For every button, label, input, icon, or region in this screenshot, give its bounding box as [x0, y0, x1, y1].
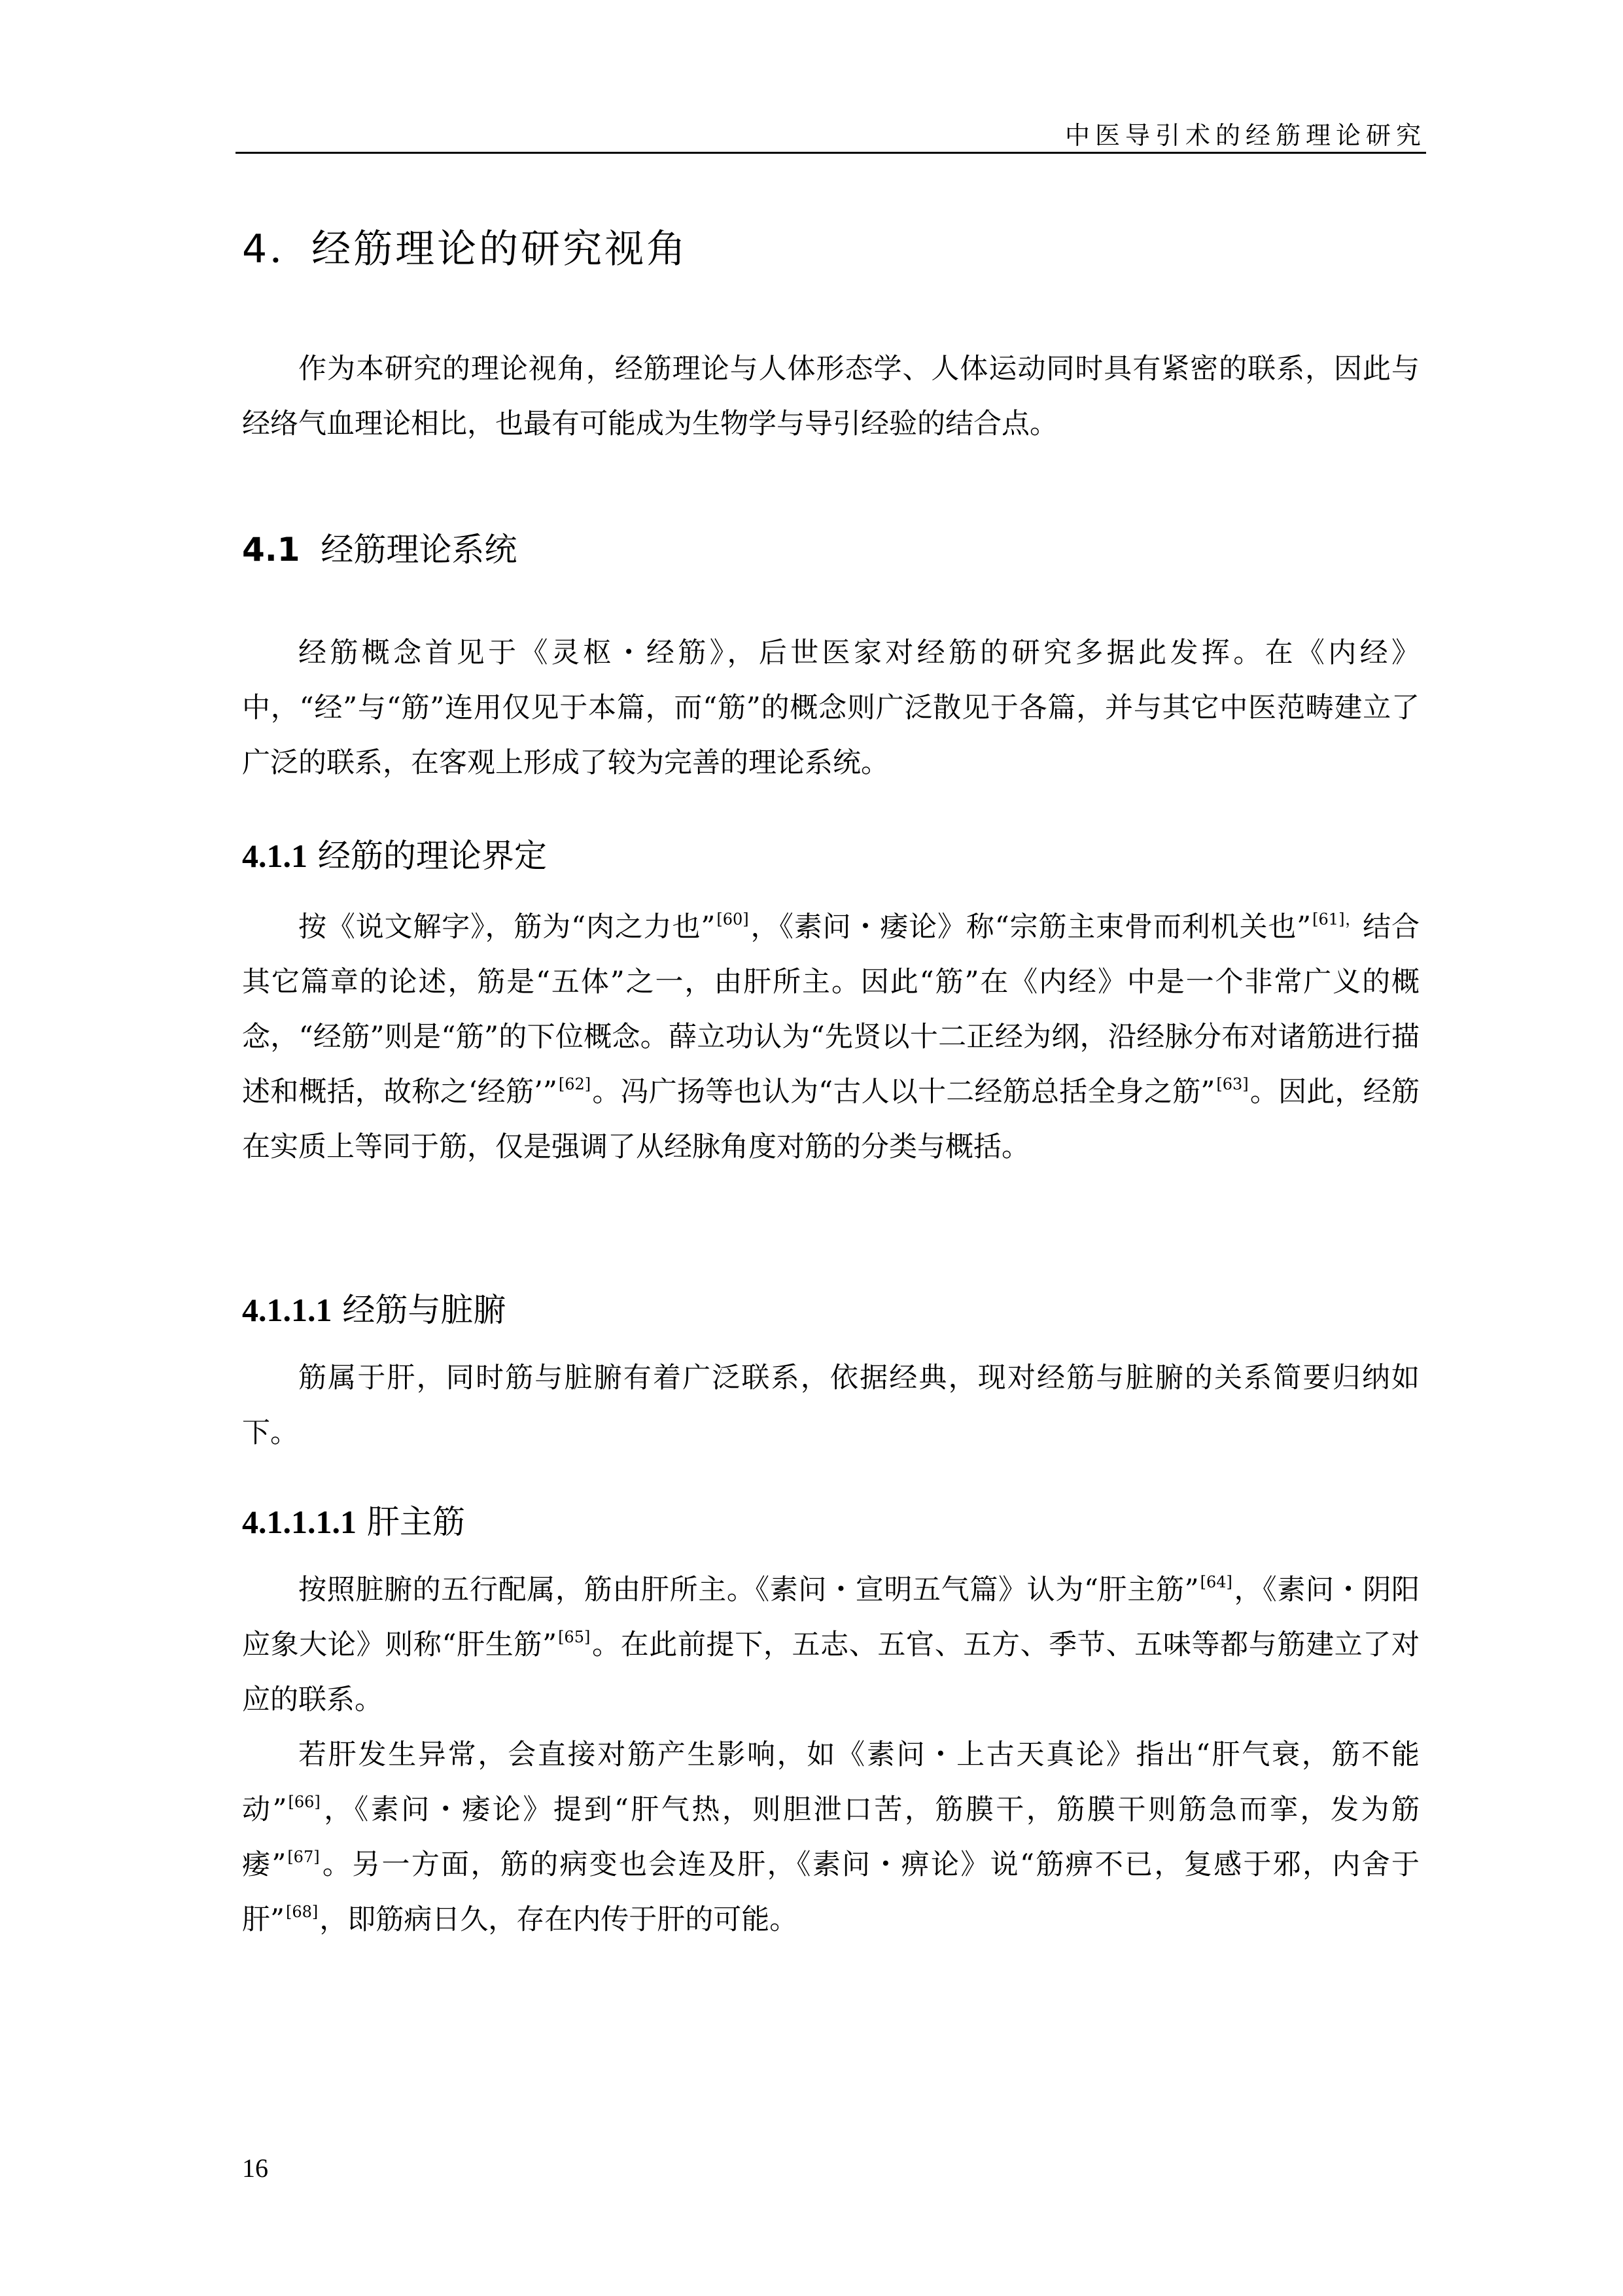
citation-ref: [65]: [558, 1628, 591, 1646]
paragraph-text: 经筋概念首见于《灵枢・经筋》，后世医家对经筋的研究多据此发挥。在《内经》中，“经”与“筋”连用仅见于本篇，而“筋”的概念则广泛散见于各篇，并与其它中医范畴建立了广泛的联系，在客观上形成了较为完善的理论系统。: [242, 637, 1420, 779]
text-run: 若肝发生异常，会直接对筋产生影响，如《素问・上古天真论》指出“肝气衰，筋不能动”: [242, 1739, 1420, 1826]
citation-ref: [64]: [1200, 1573, 1232, 1591]
text-run: 。另一方面，筋的病变也会连及肝，《素问・痹论》说“筋痹不已，复感于邪，内舍于肝”: [242, 1848, 1420, 1936]
intro-text: 作为本研究的理论视角，经筋理论与人体形态学、人体运动同时具有紧密的联系，因此与经络气血理论相比，也最有可能成为生物学与导引经验的结合点。: [242, 353, 1420, 440]
text-run: 结合其它篇章的论述，筋是“五体”之一，由肝所主。因此“筋”在《内经》中是一个非常广义的概念，“经筋”则是“筋”的下位概念。薛立功认为“先贤以十二正经为纲，沿经脉分布对诸筋进行描述和概括，故称之‘经筋’”: [242, 911, 1420, 1108]
heading-title: 经筋理论系统: [321, 531, 517, 569]
running-header: [236, 105, 1426, 154]
text-run: 。因此，经筋在实质上等同于筋，仅是强调了从经脉角度对筋的分类与概括。: [242, 1076, 1420, 1163]
paragraph-text: 筋属于肝，同时筋与脏腑有着广泛联系，依据经典，现对经筋与脏腑的关系简要归纳如下。: [242, 1362, 1420, 1449]
citation-ref: [61]，: [1312, 910, 1362, 928]
subsection-heading-4-1: [242, 523, 517, 571]
citation-ref: [68]: [285, 1903, 319, 1921]
heading-title: 经筋与脏腑: [342, 1291, 506, 1329]
paragraph-4-1-1: [242, 900, 1420, 1174]
citation-ref: [60]: [716, 910, 749, 928]
text-run: ，即筋病日久，存在内传于肝的可能。: [319, 1903, 798, 1936]
heading-number: 4.1.1.1.1: [242, 1504, 357, 1540]
subsection-heading-4-1-1-1-1: [242, 1496, 465, 1543]
text-run: ，《素问・阴阳应象大论》则称“肝生筋”: [242, 1574, 1420, 1661]
subsection-heading-4-1-1-1: [242, 1284, 506, 1331]
heading-number: 4.1: [242, 531, 300, 569]
text-run: 。冯广扬等也认为“古人以十二经筋总括全身之筋”: [592, 1076, 1215, 1108]
citation-ref: [63]: [1216, 1075, 1249, 1093]
text-run: 按《说文解字》，筋为“肉之力也”: [298, 911, 716, 944]
paragraph-4-1: [242, 626, 1420, 790]
citation-ref: [62]: [558, 1075, 591, 1093]
heading-number: 4.1.1: [242, 838, 307, 874]
heading-title: 经筋的理论界定: [317, 837, 547, 875]
running-header-title: 中医导引术的经筋理论研究: [1064, 121, 1426, 150]
paragraph-text: [242, 1563, 1420, 1727]
citation-ref: [67]: [287, 1848, 320, 1866]
text-run: 按照脏腑的五行配属，筋由肝所主。《素问・宣明五气篇》认为“肝主筋”: [298, 1574, 1199, 1606]
paragraph-4-1-1-1-1: [242, 1563, 1420, 1947]
intro-paragraph: [242, 342, 1420, 451]
heading-title: 肝主筋: [366, 1503, 465, 1541]
heading-number: 4.1.1.1: [242, 1292, 332, 1328]
subsection-heading-4-1-1: [242, 830, 547, 877]
paragraph-4-1-1-1: [242, 1351, 1420, 1460]
citation-ref: [66]: [288, 1793, 321, 1811]
text-run: ，《素问・痿论》称“宗筋主束骨而利机关也”: [750, 911, 1312, 944]
section-heading: 4．经筋理论的研究视角: [242, 226, 689, 272]
text-run: ，《素问・痿论》提到“肝气热，则胆泄口苦，筋膜干，筋膜干则筋急而挛，发为筋痿”: [242, 1793, 1420, 1881]
paragraph-text: [242, 900, 1420, 1174]
text-run: 。在此前提下，五志、五官、五方、季节、五味等都与筋建立了对应的联系。: [242, 1629, 1420, 1716]
page-number: 16: [242, 2153, 268, 2183]
paragraph-text: [242, 1727, 1420, 1947]
